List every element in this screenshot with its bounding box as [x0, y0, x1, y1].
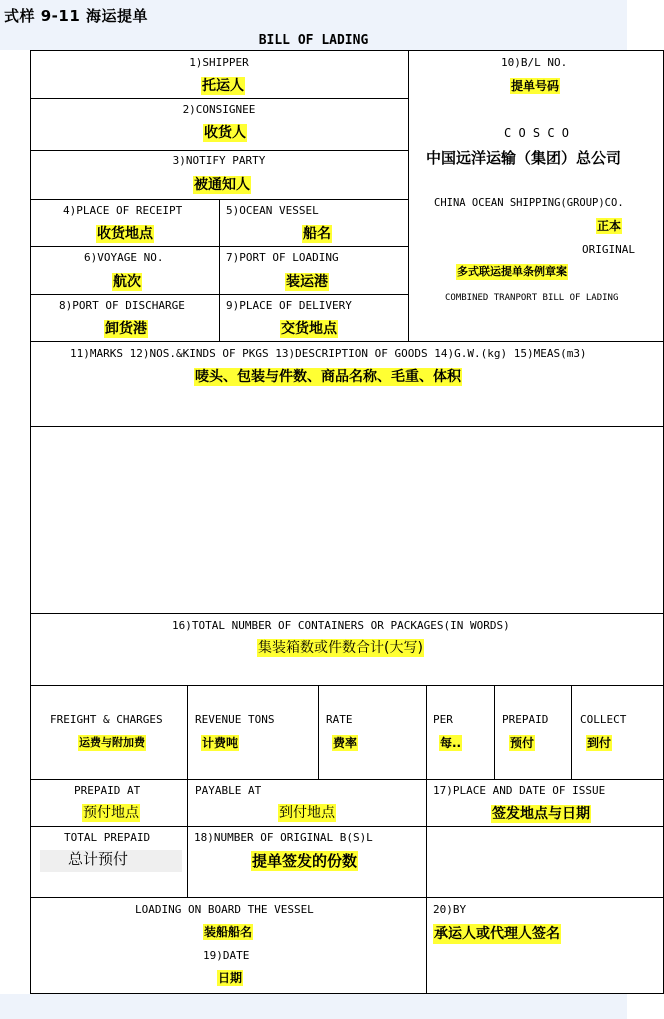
signature-value: 承运人或代理人签名 [434, 926, 560, 942]
consignee-label: 2)CONSIGNEE [182, 103, 256, 116]
bottom-band [0, 994, 627, 1019]
company-name-chinese: 中国远洋运输（集团）总公司 [426, 149, 622, 167]
number-of-originals-value: 提单签发的份数 [252, 852, 358, 870]
shipper-value: 托运人 [202, 78, 244, 94]
bl-no-value: 提单号码 [511, 79, 560, 93]
divider [187, 685, 188, 897]
per-value: 每.. [440, 736, 462, 750]
date-label: 19)DATE [203, 949, 250, 962]
port-of-loading-label: 7)PORT OF LOADING [226, 251, 339, 264]
prepaid-at-label: PREPAID AT [74, 784, 141, 797]
divider [30, 426, 664, 427]
port-of-discharge-label: 8)PORT OF DISCHARGE [59, 299, 185, 312]
divider [30, 685, 664, 686]
per-label: PER [433, 713, 453, 726]
divider [494, 685, 495, 779]
rate-label: RATE [326, 713, 353, 726]
ocean-vessel-value: 船名 [303, 226, 331, 242]
loading-on-board-value: 装船船名 [204, 925, 253, 939]
place-date-issue-label: 17)PLACE AND DATE OF ISSUE [433, 784, 606, 797]
bill-of-lading-title: BILL OF LADING [258, 33, 369, 48]
divider [426, 685, 427, 994]
total-prepaid-value: 总计预付 [40, 850, 182, 872]
prepaid-at-value: 预付地点 [83, 805, 139, 821]
divider [30, 897, 664, 898]
divider [30, 826, 664, 827]
number-of-originals-label: 18)NUMBER OF ORIGINAL B(S)L [194, 831, 373, 844]
place-of-delivery-label: 9)PLACE OF DELIVERY [226, 299, 352, 312]
ocean-vessel-label: 5)OCEAN VESSEL [226, 204, 319, 217]
divider [219, 199, 220, 342]
place-of-receipt-label: 4)PLACE OF RECEIPT [63, 204, 183, 217]
divider [30, 613, 664, 614]
goods-header: 11)MARKS 12)NOS.&KINDS OF PKGS 13)DESCRIPTION OF GOODS 14)G.W.(kg) 15)MEAS(m3) [70, 347, 587, 360]
company-name-english: CHINA OCEAN SHIPPING(GROUP)CO. [434, 197, 624, 209]
original-english: ORIGINAL [582, 243, 635, 256]
divider [571, 685, 572, 779]
consignee-value: 收货人 [204, 125, 246, 141]
place-of-delivery-value: 交货地点 [281, 321, 337, 337]
divider [30, 779, 664, 780]
combined-transport-terms-english: COMBINED TRANPORT BILL OF LADING [445, 293, 619, 303]
notify-party-label: 3)NOTIFY PARTY [172, 154, 266, 167]
place-date-issue-value: 签发地点与日期 [492, 806, 590, 822]
place-of-receipt-value: 收货地点 [97, 226, 153, 242]
payable-at-label: PAYABLE AT [195, 784, 262, 797]
payable-at-value: 到付地点 [279, 805, 335, 821]
date-value: 日期 [218, 971, 243, 985]
revenue-tons-label: REVENUE TONS [195, 713, 275, 726]
notify-party-value: 被通知人 [194, 177, 250, 193]
voyage-no-value: 航次 [113, 274, 141, 290]
freight-charges-value: 运费与附加费 [79, 736, 145, 749]
original-chinese: 正本 [597, 219, 622, 233]
port-of-loading-value: 装运港 [286, 274, 328, 290]
total-prepaid-label: TOTAL PREPAID [64, 831, 151, 844]
freight-charges-label: FREIGHT & CHARGES [50, 713, 163, 726]
divider [30, 98, 408, 99]
loading-on-board-label: LOADING ON BOARD THE VESSEL [135, 903, 314, 916]
combined-transport-terms-chinese: 多式联运提单条例章案 [457, 265, 567, 278]
total-containers-value: 集装箱数或件数合计(大写) [258, 640, 423, 656]
shipper-label: 1)SHIPPER [189, 56, 249, 69]
voyage-no-label: 6)VOYAGE NO. [84, 251, 164, 264]
prepaid-label: PREPAID [502, 713, 549, 726]
total-containers-label: 16)TOTAL NUMBER OF CONTAINERS OR PACKAGES(IN WORDS) [172, 619, 510, 632]
collect-label: COLLECT [580, 713, 627, 726]
goods-description-value: 唛头、包装与件数、商品名称、毛重、体积 [195, 369, 461, 385]
divider [408, 50, 409, 342]
divider [318, 685, 319, 779]
divider [30, 150, 408, 151]
divider [30, 341, 664, 342]
collect-value: 到付 [587, 736, 612, 750]
cosco-name: C O S C O [504, 126, 570, 140]
port-of-discharge-value: 卸货港 [105, 321, 147, 337]
signature-label: 20)BY [433, 903, 467, 916]
rate-value: 费率 [333, 736, 358, 750]
document-heading: 式样 9-11 海运提单 [4, 7, 148, 25]
bl-no-label: 10)B/L NO. [501, 56, 568, 69]
revenue-tons-value: 计费吨 [202, 736, 239, 750]
prepaid-value: 预付 [510, 736, 535, 750]
